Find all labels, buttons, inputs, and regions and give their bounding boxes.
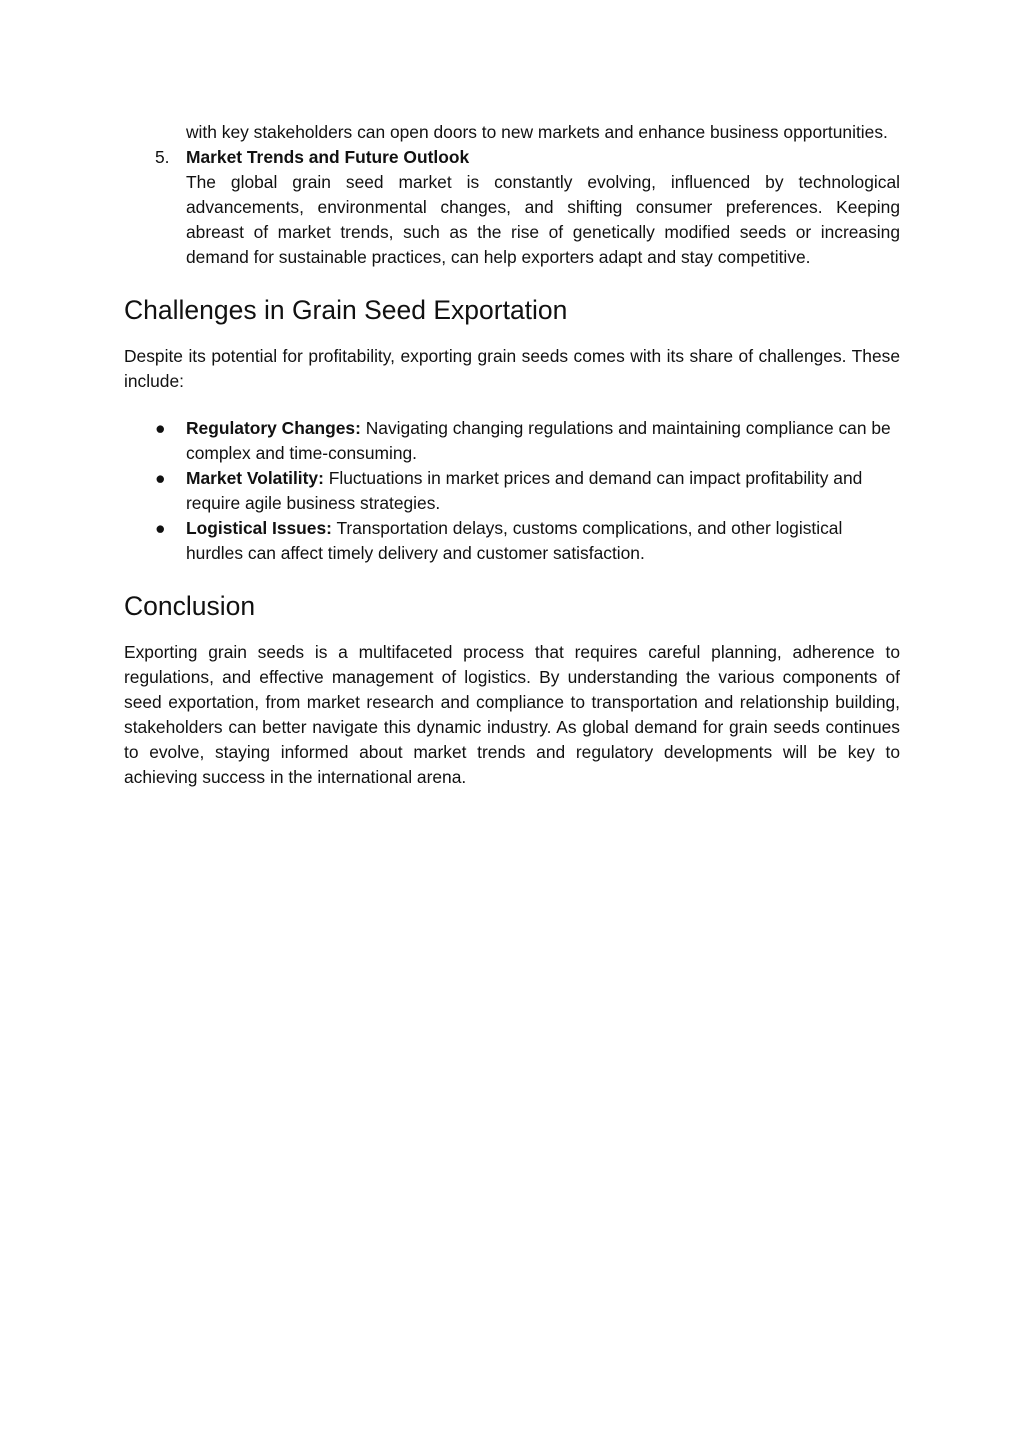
bullet-icon: ●	[155, 518, 166, 538]
bullet-term: Regulatory Changes:	[186, 418, 361, 438]
section-heading-conclusion: Conclusion	[124, 591, 256, 621]
bullet-term: Market Volatility:	[186, 468, 324, 488]
bullet-icon: ●	[155, 418, 166, 438]
list-item	[124, 416, 900, 466]
conclusion-paragraph: Exporting grain seeds is a multifaceted process that requires careful planning, adherence to regulations, and effective management of logistics. By understanding the various components of seed exportation, from market research and compliance to transportation and relationship building, stakeholders can better navigate this dynamic industry. As global demand for grain seeds continues to evolve, staying informed about market trends and regulatory developments will be key to achieving success in the international arena.	[124, 642, 900, 787]
bullet-description: Fluctuations in market prices and demand can impact profitability and require agile business strategies.	[186, 468, 863, 513]
bullet-term: Logistical Issues:	[186, 518, 332, 538]
list-item	[124, 516, 900, 566]
list-item	[124, 466, 900, 516]
list-item-title: Market Trends and Future Outlook	[186, 147, 470, 167]
bullet-description: Navigating changing regulations and maintaining compliance can be complex and time-consuming.	[186, 418, 891, 463]
list-item-body: The global grain seed market is constantly evolving, influenced by technological advancements, environmental changes, and shifting consumer preferences. Keeping abreast of market trends, such as the rise of genetically modified seeds or increasing demand for sustainable practices, can help exporters adapt and stay competitive.	[186, 172, 900, 267]
section-heading-challenges: Challenges in Grain Seed Exportation	[124, 295, 568, 325]
challenges-intro: Despite its potential for profitability, exporting grain seeds comes with its share of challenges. These include:	[124, 346, 900, 391]
bullet-icon: ●	[155, 468, 166, 488]
bullet-description: Transportation delays, customs complications, and other logistical hurdles can affect timely delivery and customer satisfaction.	[186, 518, 843, 563]
challenges-list	[124, 416, 900, 566]
list-item-5	[124, 145, 900, 270]
document-page	[124, 120, 900, 790]
continuation-paragraph: with key stakeholders can open doors to new markets and enhance business opportunities.	[186, 122, 888, 142]
list-item-number: 5.	[155, 147, 170, 167]
